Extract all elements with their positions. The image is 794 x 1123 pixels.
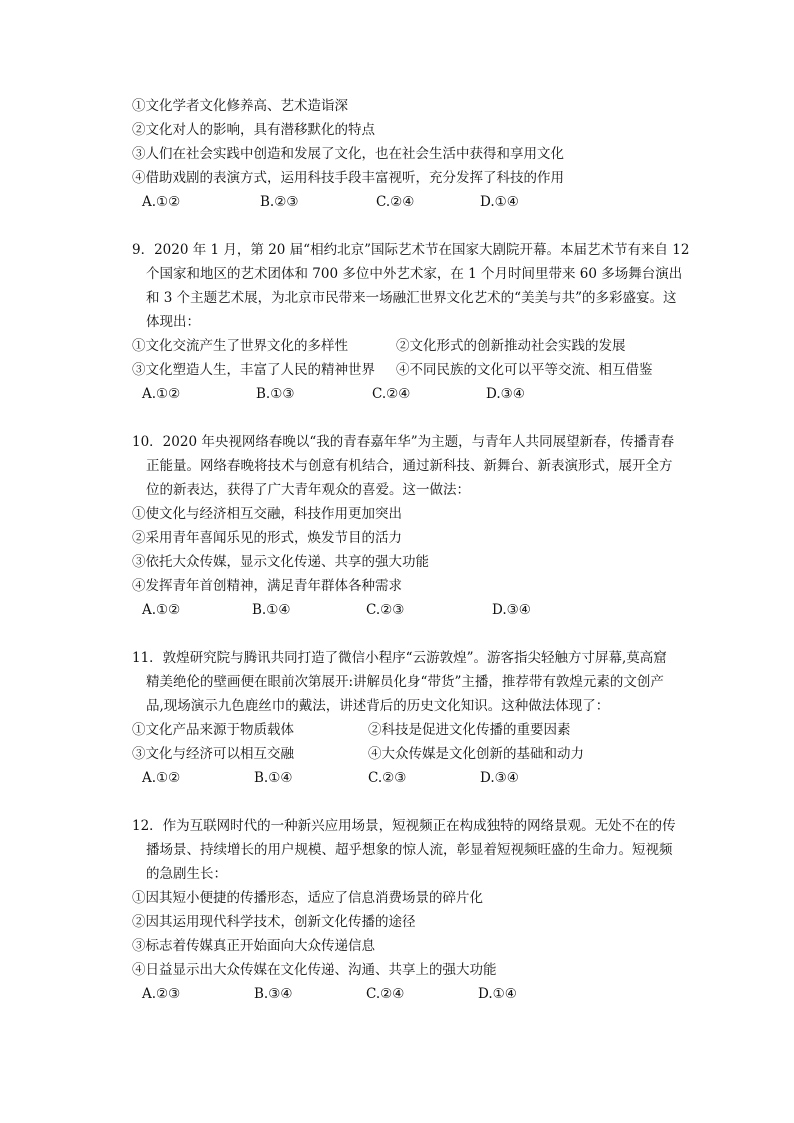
q11-option-a: A.①② (142, 770, 181, 786)
q10-option-d: D.③④ (492, 602, 531, 618)
q11-stem-line-1: 11．敦煌研究院与腾讯共同打造了微信小程序“云游敦煌”。游客指尖轻触方寸屏幕,莫高窟 (132, 650, 667, 666)
q12-option-b: B.③④ (254, 986, 293, 1002)
q11-statement-4: ④大众传媒是文化创新的基础和动力 (368, 746, 584, 762)
q9-stem-line-3: 和 3 个主题艺术展，为北京市民带来一场融汇世界文化艺术的“美美与共”的多彩盛宴。这 (146, 290, 677, 306)
q10-stem-line-3: 位的新表达，获得了广大青年观众的喜爱。这一做法： (146, 482, 470, 498)
q11-stem-line-3: 品,现场演示九色鹿丝巾的戴法，讲述背后的历史文化知识。这种做法体现了： (146, 698, 610, 714)
q8-statement-2: ②文化对人的影响，具有潜移默化的特点 (132, 122, 375, 138)
q10-stem-line-2: 正能量。网络春晚将技术与创意有机结合，通过新科技、新舞台、新表演形式，展开全方 (146, 458, 673, 474)
q12-statement-4: ④日益显示出大众传媒在文化传递、沟通、共享上的强大功能 (132, 962, 497, 978)
q9-statement-4: ④不同民族的文化可以平等交流、相互借鉴 (396, 362, 653, 378)
q11-statement-2: ②科技是促进文化传播的重要因素 (368, 722, 571, 738)
q9-stem-line-4: 体现出： (146, 314, 200, 330)
q8-option-c: C.②④ (376, 194, 415, 210)
q12-stem-line-3: 的急剧生长： (146, 866, 227, 882)
q11-statement-3: ③文化与经济可以相互交融 (132, 746, 294, 762)
q10-statement-3: ③依托大众传媒，显示文化传递、共享的强大功能 (132, 554, 429, 570)
q10-option-c: C.②③ (366, 602, 405, 618)
q9-option-a: A.①② (142, 386, 181, 402)
q10-statement-1: ①使文化与经济相互交融，科技作用更加突出 (132, 506, 402, 522)
q9-option-b: B.①③ (256, 386, 295, 402)
q9-statement-1: ①文化交流产生了世界文化的多样性 (132, 338, 348, 354)
q11-stem-line-2: 精美绝伦的壁画便在眼前次第展开:讲解员化身“带货”主播，推荐带有敦煌元素的文创产 (146, 674, 664, 690)
q9-option-c: C.②④ (372, 386, 411, 402)
q8-option-d: D.①④ (480, 194, 519, 210)
q10-statement-2: ②采用青年喜闻乐见的形式，焕发节目的活力 (132, 530, 402, 546)
q12-stem-line-1: 12．作为互联网时代的一种新兴应用场景，短视频正在构成独特的网络景观。无处不在的传 (132, 818, 676, 834)
q10-option-b: B.①④ (252, 602, 291, 618)
q8-statement-1: ①文化学者文化修养高、艺术造诣深 (132, 98, 348, 114)
q11-option-b: B.①④ (254, 770, 293, 786)
q10-option-a: A.①② (142, 602, 181, 618)
q12-statement-3: ③标志着传媒真正开始面向大众传递信息 (132, 938, 375, 954)
q11-option-d: D.③④ (480, 770, 519, 786)
q10-stem-line-1: 10．2020 年央视网络春晚以“我的青春嘉年华”为主题，与青年人共同展望新春，传播青春 (132, 434, 675, 450)
q8-option-b: B.②③ (260, 194, 299, 210)
q9-statement-2: ②文化形式的创新推动社会实践的发展 (396, 338, 626, 354)
q9-option-d: D.③④ (486, 386, 525, 402)
q9-stem-line-2: 个国家和地区的艺术团体和 700 多位中外艺术家，在 1 个月时间里带来 60 多场舞台演出 (146, 266, 683, 282)
q8-option-a: A.①② (142, 194, 181, 210)
q9-statement-3: ③文化塑造人生，丰富了人民的精神世界 (132, 362, 375, 378)
q12-statement-1: ①因其短小便捷的传播形态，适应了信息消费场景的碎片化 (132, 890, 483, 906)
q8-statement-4: ④借助戏剧的表演方式，运用科技手段丰富视听，充分发挥了科技的作用 (132, 170, 564, 186)
q12-option-a: A.②③ (142, 986, 181, 1002)
q12-option-c: C.②④ (366, 986, 405, 1002)
q11-option-c: C.②③ (368, 770, 407, 786)
q12-stem-line-2: 播场景、持续增长的用户规模、超乎想象的惊人流，彰显着短视频旺盛的生命力。短视频 (146, 842, 673, 858)
q8-statement-3: ③人们在社会实践中创造和发展了文化，也在社会生活中获得和享用文化 (132, 146, 564, 162)
q10-statement-4: ④发挥青年首创精神，满足青年群体各种需求 (132, 578, 402, 594)
q12-option-d: D.①④ (478, 986, 517, 1002)
q11-statement-1: ①文化产品来源于物质载体 (132, 722, 294, 738)
q9-stem-line-1: 9．2020 年 1 月，第 20 届“相约北京”国际艺术节在国家大剧院开幕。本届艺术节有来自 12 (132, 242, 690, 258)
q12-statement-2: ②因其运用现代科学技术，创新文化传播的途径 (132, 914, 416, 930)
